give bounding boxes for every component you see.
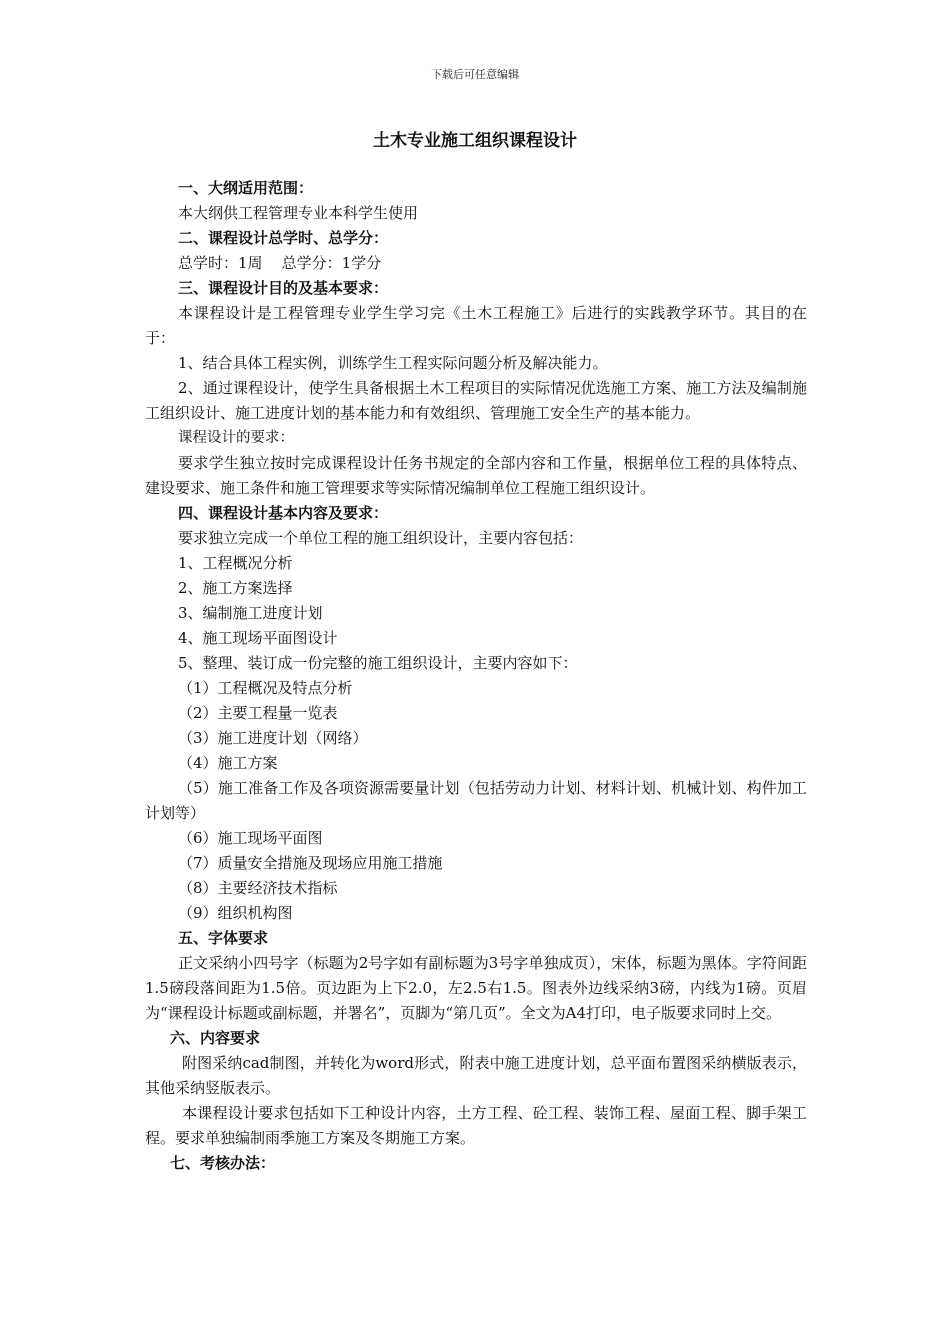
paragraph: 本课程设计是工程管理专业学生学习完《土木工程施工》后进行的实践教学环节。其目的在于： (145, 304, 807, 347)
paragraph: 要求学生独立按时完成课程设计任务书规定的全部内容和工作量，根据单位工程的具体特点、建设要求、施工条件和施工管理要求等实际情况编制单位工程施工组织设计。 (145, 454, 807, 497)
document-title: 土木专业施工组织课程设计 (373, 131, 577, 151)
paragraph: 附图采纳cad制图，并转化为word形式，附表中施工进度计划，总平面布置图采纳横版表示，其他采纳竖版表示。 (145, 1054, 807, 1097)
document-body (145, 176, 807, 1176)
list-item: 2、通过课程设计，使学生具备根据土木工程项目的实际情况优选施工方案、施工方法及编制施工组织设计、施工进度计划的基本能力和有效组织、管理施工安全生产的基本能力。 (145, 379, 807, 422)
section-heading-6: 六、内容要求 (170, 1029, 261, 1047)
sub-list-item: （6）施工现场平面图 (178, 829, 323, 847)
section-heading-7: 七、考核办法： (170, 1154, 276, 1172)
sub-list-item: （5）施工准备工作及各项资源需要量计划（包括劳动力计划、材料计划、机械计划、构件加工计划等） (145, 779, 807, 822)
list-item: 5、整理、装订成一份完整的施工组织设计，主要内容如下： (178, 654, 578, 672)
section-heading-1: 一、大纲适用范围： (178, 179, 314, 197)
list-item: 3、编制施工进度计划 (178, 604, 323, 622)
list-item: 1、结合具体工程实例，训练学生工程实际问题分析及解决能力。 (178, 354, 608, 372)
section-text-2: 总学时：1周 总学分：1学分 (178, 254, 382, 272)
paragraph: 正文采纳小四号字（标题为2号字如有副标题为3号字单独成页），宋体，标题为黑体。字符间距1.5磅段落间距为1.5倍。页边距为上下2.0，左2.5右1.5。图表外边线采纳3磅，内线为1磅。页眉为“课程设计标题或副标题，并署名”，页脚为“第几页”。全文为A4打印，电子版要求同时上交。 (145, 954, 807, 1022)
list-item: 4、施工现场平面图设计 (178, 629, 338, 647)
list-item: 2、施工方案选择 (178, 579, 293, 597)
sub-list-item: （1）工程概况及特点分析 (178, 679, 353, 697)
sub-list-item: （7）质量安全措施及现场应用施工措施 (178, 854, 443, 872)
section-heading-2: 二、课程设计总学时、总学分： (178, 229, 389, 247)
subheading: 课程设计的要求： (178, 430, 294, 446)
section-heading-3: 三、课程设计目的及基本要求： (178, 279, 389, 297)
sub-list-item: （8）主要经济技术指标 (178, 879, 338, 897)
sub-list-item: （9）组织机构图 (178, 904, 293, 922)
paragraph: 要求独立完成一个单位工程的施工组织设计，主要内容包括： (178, 529, 584, 547)
paragraph: 本课程设计要求包括如下工种设计内容，土方工程、砼工程、装饰工程、屋面工程、脚手架工程。要求单独编制雨季施工方案及冬期施工方案。 (145, 1104, 807, 1147)
section-heading-4: 四、课程设计基本内容及要求： (178, 504, 389, 522)
page-header: 下载后可任意编辑 (431, 68, 519, 81)
sub-list-item: （3）施工进度计划（网络） (178, 729, 368, 747)
sub-list-item: （2）主要工程量一览表 (178, 704, 338, 722)
sub-list-item: （4）施工方案 (178, 754, 278, 772)
list-item: 1、工程概况分析 (178, 554, 293, 572)
section-heading-5: 五、字体要求 (178, 929, 269, 947)
section-text-1: 本大纲供工程管理专业本科学生使用 (178, 204, 419, 222)
